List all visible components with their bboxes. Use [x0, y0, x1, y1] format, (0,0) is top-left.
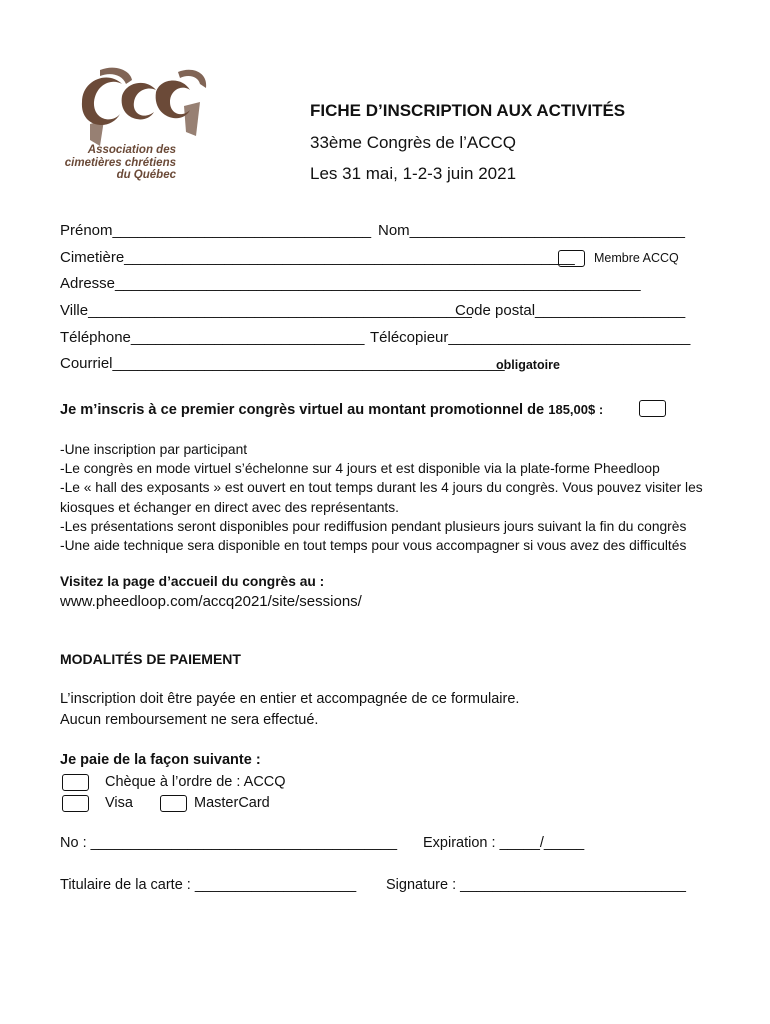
payment-heading: MODALITÉS DE PAIEMENT — [60, 651, 241, 667]
visit-label: Visitez la page d’accueil du congrès au : — [60, 574, 325, 589]
cimetiere-field[interactable]: Cimetière______________________________________________________ — [60, 249, 575, 266]
accq-logo-mark-icon — [60, 62, 220, 152]
bullet-5: -Une aide technique sera disponible en tout temps pour vous accompagner si vous avez des difficultés — [60, 538, 687, 554]
form-title: FICHE D’INSCRIPTION AUX ACTIVITÉS — [310, 101, 626, 120]
card-number-field[interactable]: No : ______________________________________ — [60, 835, 398, 851]
logo-line-1: Association des — [87, 144, 176, 156]
expiration-field[interactable]: Expiration : _____/_____ — [423, 835, 585, 851]
congress-subtitle: 33ème Congrès de l’ACCQ — [310, 133, 516, 152]
inscription-amount: 185,00$ : — [548, 402, 604, 417]
payment-method-label: Je paie de la façon suivante : — [60, 752, 261, 768]
card-holder-field[interactable]: Titulaire de la carte : ____________________ — [60, 877, 357, 893]
payment-line-1: L’inscription doit être payée en entier et accompagnée de ce formulaire. — [60, 691, 520, 707]
info-bullets — [60, 440, 720, 555]
inscription-text: Je m’inscris à ce premier congrès virtuel au montant promotionnel de — [60, 402, 545, 418]
bullet-2: -Le congrès en mode virtuel s’échelonne sur 4 jours et est disponible via la plate-forme Pheedloop — [60, 461, 660, 477]
visa-label: Visa — [105, 795, 133, 811]
visa-checkbox[interactable] — [62, 795, 89, 812]
visit-url[interactable]: www.pheedloop.com/accq2021/site/sessions/ — [60, 593, 362, 610]
inscription-label — [60, 402, 603, 418]
cheque-checkbox[interactable] — [62, 774, 89, 791]
inscription-checkbox[interactable] — [639, 400, 666, 417]
membre-accq-label: Membre ACCQ — [594, 251, 679, 265]
telecopieur-field[interactable]: Télécopieur_____________________________ — [370, 329, 691, 346]
membre-accq-checkbox[interactable] — [558, 250, 585, 267]
mastercard-checkbox[interactable] — [160, 795, 187, 812]
logo-line-3: du Québec — [116, 169, 176, 181]
congress-dates: Les 31 mai, 1-2-3 juin 2021 — [310, 164, 517, 183]
logo-line-2: cimetières chrétiens — [64, 156, 176, 169]
code-postal-field[interactable]: Code postal__________________ — [455, 302, 686, 319]
courriel-field[interactable]: Courriel_______________________________________________ — [60, 355, 505, 372]
mastercard-label: MasterCard — [194, 795, 270, 811]
telephone-field[interactable]: Téléphone____________________________ — [60, 329, 365, 346]
accq-logo — [60, 62, 220, 188]
ville-field[interactable]: Ville______________________________________________ — [60, 302, 472, 319]
bullet-1: -Une inscription par participant — [60, 442, 248, 457]
nom-field[interactable]: Nom_________________________________ — [378, 222, 685, 239]
cheque-label: Chèque à l’ordre de : ACCQ — [105, 774, 286, 790]
bullet-3: -Le « hall des exposants » est ouvert en tout temps durant les 4 jours du congrès. Vous pouvez visiter les kiosques et échanger en direct avec des représentants. — [60, 480, 703, 515]
bullet-4: -Les présentations seront disponibles pour rediffusion pendant plusieurs jours suivant la fin du congrès — [60, 518, 687, 534]
obligatoire-note: obligatoire — [496, 358, 560, 372]
prenom-field[interactable]: Prénom_______________________________ — [60, 222, 372, 239]
logo-text — [60, 144, 176, 182]
payment-line-2: Aucun remboursement ne sera effectué. — [60, 712, 319, 728]
adresse-field[interactable]: Adresse_______________________________________________________________ — [60, 275, 641, 292]
signature-field[interactable]: Signature : ____________________________ — [386, 877, 686, 893]
